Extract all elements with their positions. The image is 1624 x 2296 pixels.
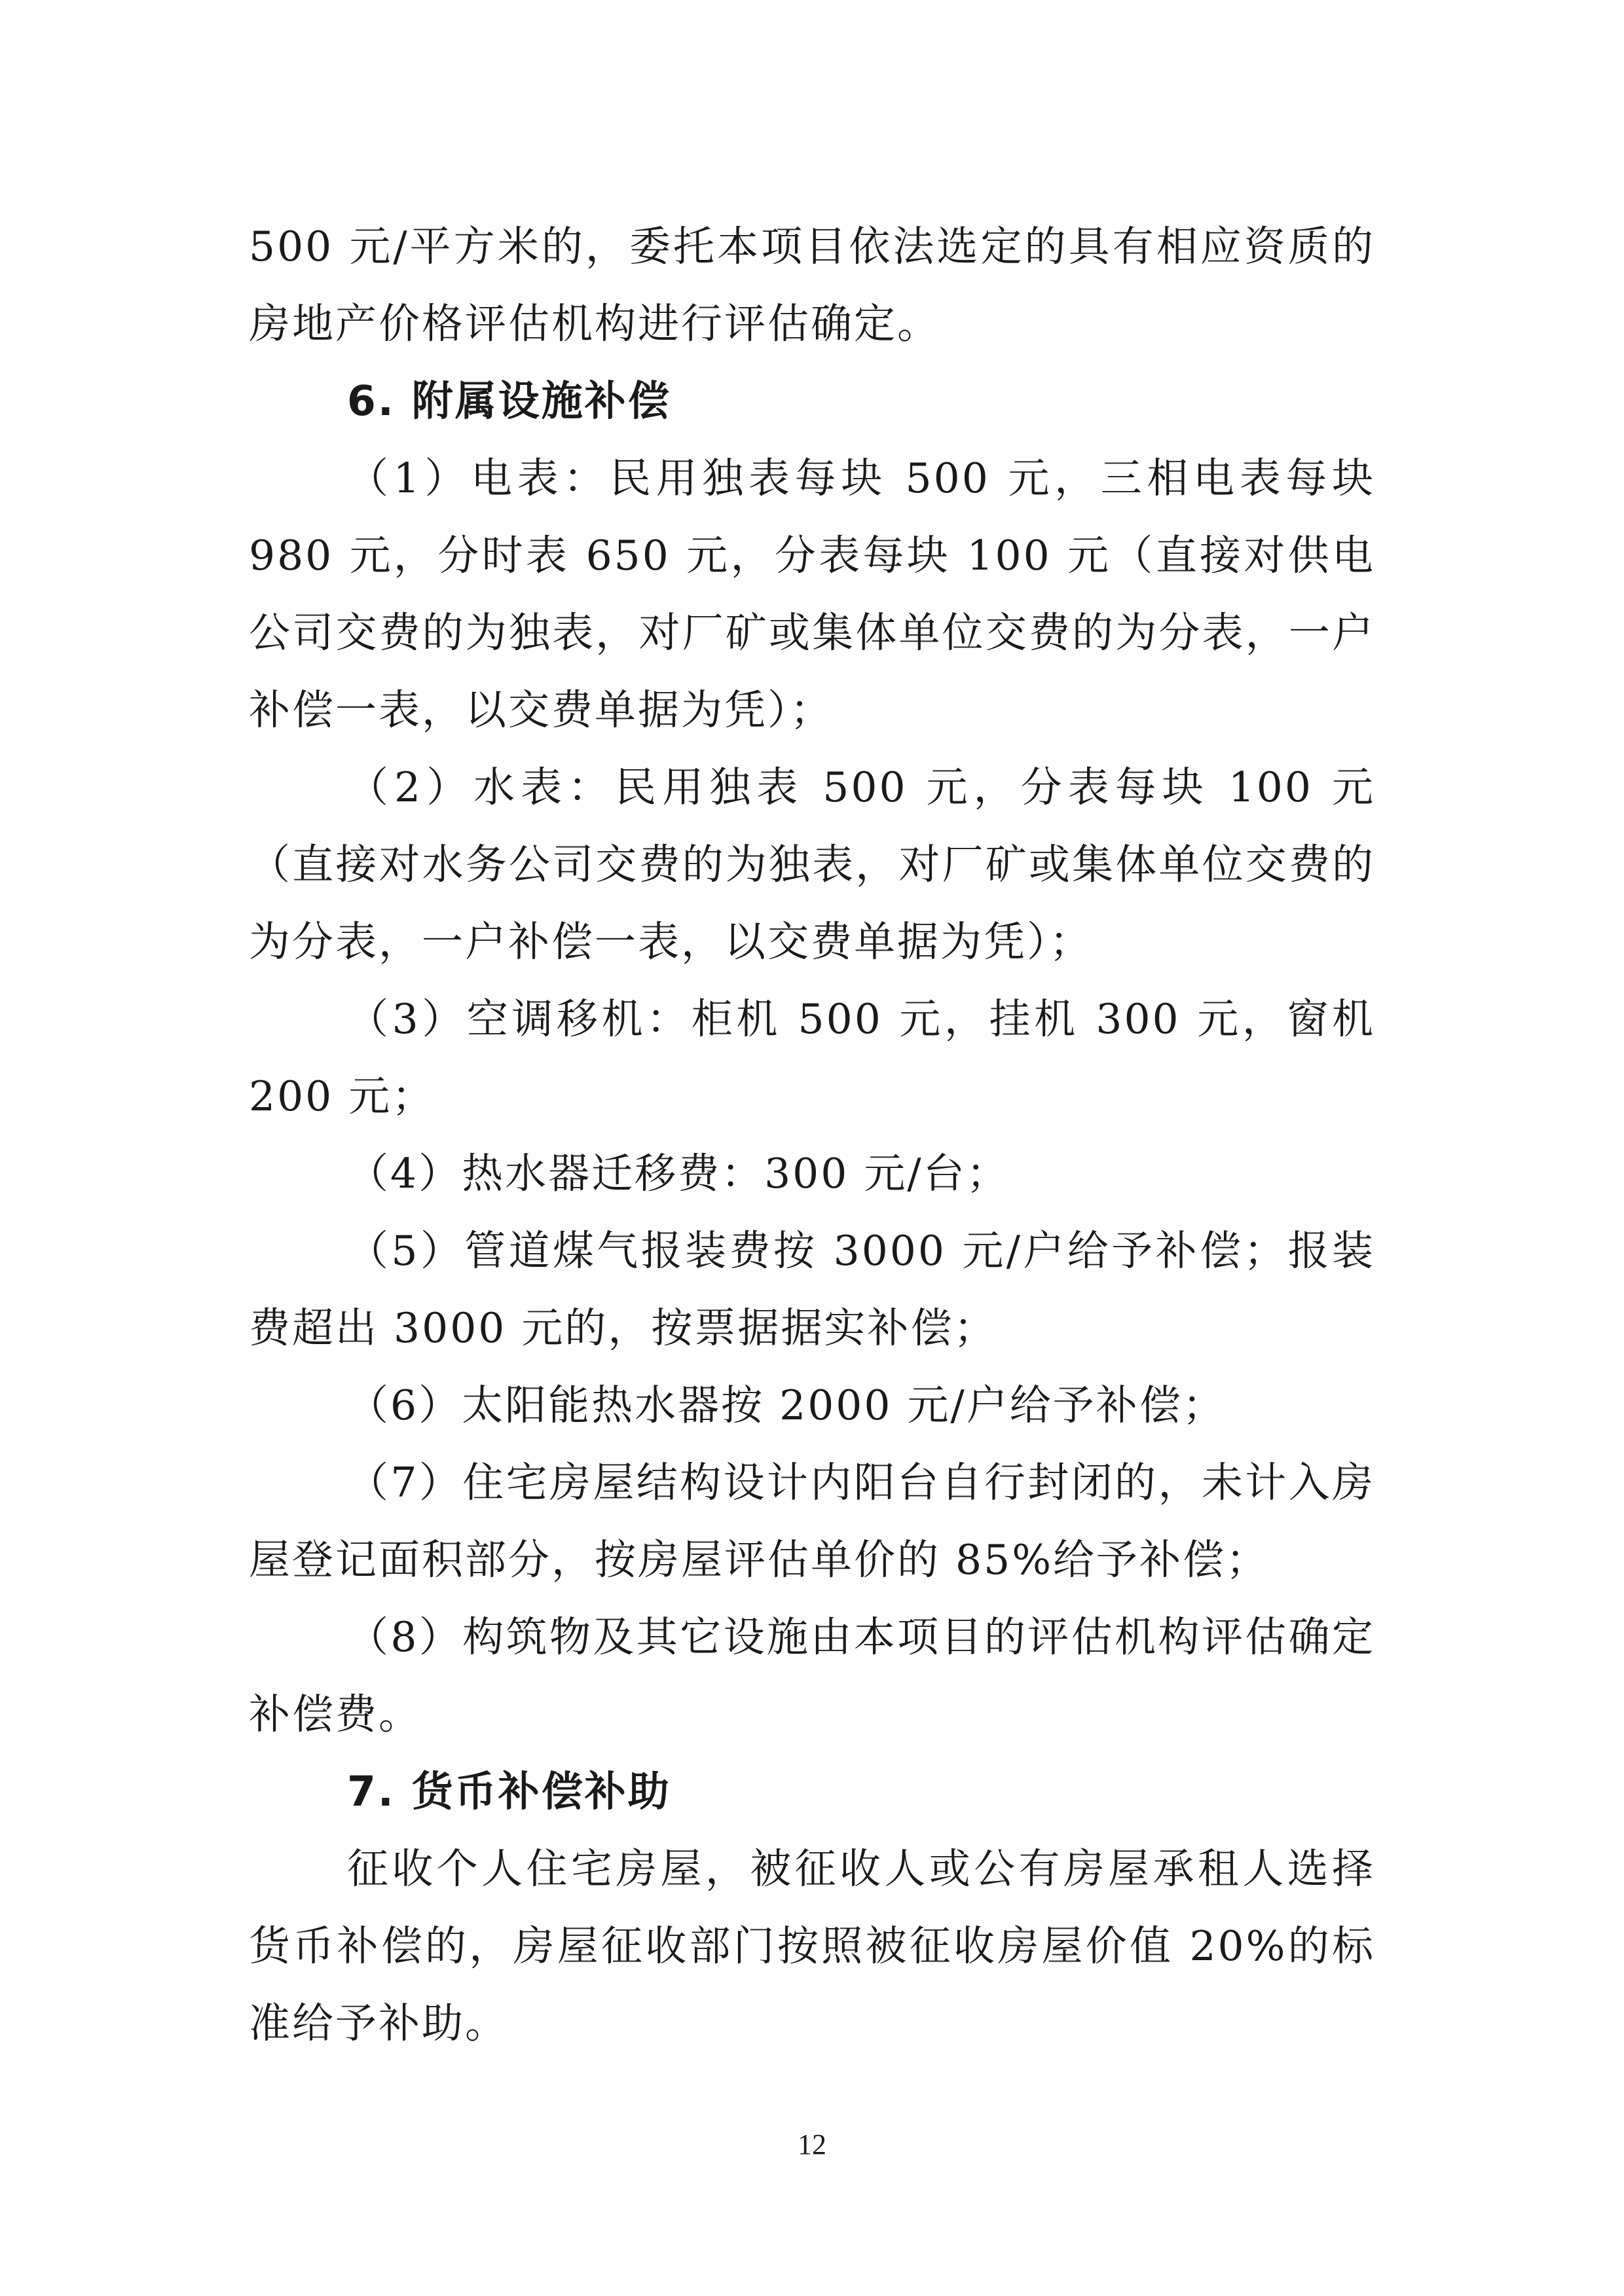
section-6-item-5: （5）管道煤气报装费按 3000 元/户给予补偿；报装费超出 3000 元的，按票据据实补偿； [249,1227,1375,1352]
section-6-item-8: （8）构筑物及其它设施由本项目的评估机构评估确定补偿费。 [249,1613,1375,1738]
section-6-item-4: （4）热水器迁移费：300 元/台； [347,1150,1010,1197]
section-6-item-7: （7）住宅房屋结构设计内阳台自行封闭的，未计入房屋登记面积部分，按房屋评估单价的 85%给予补偿； [249,1459,1375,1584]
section-7-paragraph: 征收个人住宅房屋，被征收人或公有房屋承租人选择货币补偿的，房屋征收部门按照被征收房屋价值 20%的标准给予补助。 [249,1845,1375,2047]
section-7-heading: 7. 货币补偿补助 [347,1768,671,1815]
page-content [249,208,1375,2062]
section-6-heading: 6. 附属设施补偿 [347,377,671,425]
continuation-paragraph: 500 元/平方米的，委托本项目依法选定的具有相应资质的房地产价格评估机构进行评估确定。 [249,223,1375,348]
page-number: 12 [798,2128,826,2160]
section-6-item-2: （2）水表：民用独表 500 元，分表每块 100 元（直接对水务公司交费的为独表，对厂矿或集体单位交费的为分表，一户补偿一表，以交费单据为凭）； [249,763,1375,966]
section-6-item-1: （1）电表：民用独表每块 500 元，三相电表每块 980 元，分时表 650 元，分表每块 100 元（直接对供电公司交费的为独表，对厂矿或集体单位交费的为分表，一户补偿一表，以交费单据为凭）； [249,454,1375,734]
section-6-item-3: （3）空调移机：柜机 500 元，挂机 300 元，窗机 200 元； [249,995,1375,1120]
section-6-item-6: （6）太阳能热水器按 2000 元/户给予补偿； [347,1381,1226,1429]
